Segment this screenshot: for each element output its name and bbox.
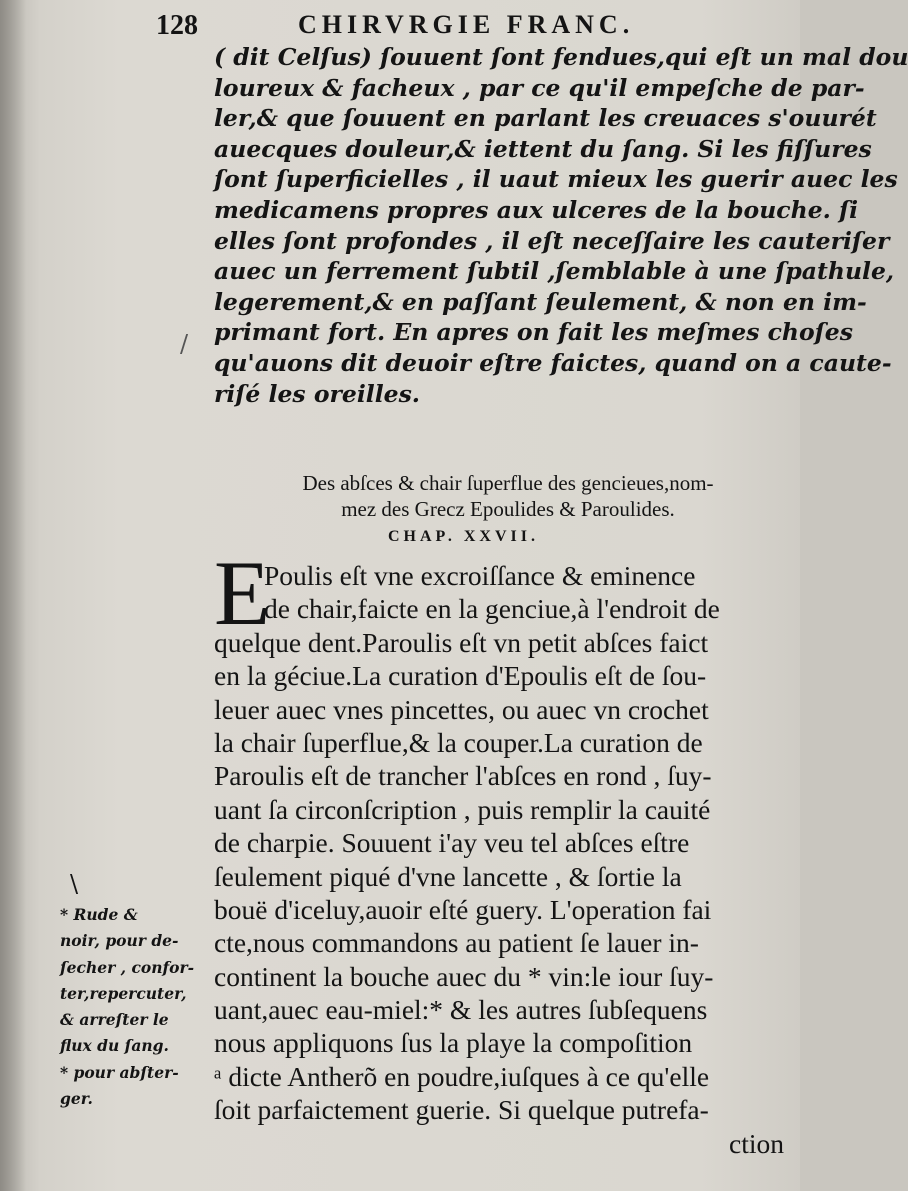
text-line: ᵃ dicte Antherõ en poudre,iuſques à ce qu'elle [214,1060,710,1092]
text-line: loureux & facheux , par ce qu'il empeſche de par- [214,73,865,102]
page-number: 128 [156,10,198,41]
text-line: de charpie. Souuent i'ay veu tel abſces eſtre [214,827,690,859]
text-line: legerement,& en paſſant ſeulement, & non en im- [214,287,867,316]
margin-note-line: * Rude & [60,905,138,924]
text-line: en la géciue.La curation d'Epoulis eſt de ſou- [214,660,707,692]
text-line: qu'auons dit deuoir eſtre faictes, quand on a caute- [214,348,892,377]
text-line: ( dit Celſus) ſouuent ſont fendues,qui eſt un mal dou [214,43,908,71]
text-line: la chair ſuperflue,& la couper.La curation de [214,726,703,758]
text-line: ſont ſuperficielles , il uaut mieux les guerir auec les [214,165,898,194]
heading-line: mez des Grecz Epoulides & Paroulides. [341,497,675,521]
text-line: nous appliquons ſus la playe la compoſition [214,1027,693,1059]
text-line: elles ſont profondes , il eſt neceſſaire les cauteriſer [214,226,890,255]
text-line: auec un ferrement ſubtil ,ſemblable à une ſpathule, [214,257,895,286]
drop-cap: E [214,542,271,644]
text-line: Paroulis eſt de trancher l'abſces en rond , ſuy- [214,760,712,792]
text-line: medicamens propres aux ulceres de la bouche. ſi [214,195,859,224]
text-line: uant,auec eau-miel:* & les autres ſubſequens [214,994,708,1026]
running-title: CHIRVRGIE FRANC. [298,10,635,39]
text-line: leuer auec vnes pincettes, ou auec vn crochet [214,693,709,725]
margin-note-line: * pour abſter- [60,1062,179,1082]
text-line: de chair,faicte en la genciue,à l'endroit de [264,593,720,625]
italic-paragraph [214,42,908,409]
text-line: uant ſa circonſcription , puis remplir la cauité [214,793,711,825]
catchword: ction [729,1127,784,1159]
text-line: riſé les oreilles. [214,379,420,408]
text-line: continent la bouche auec du * vin:le iour ſuy- [214,960,714,992]
body-paragraph [214,559,786,1160]
chapter-heading [228,470,788,522]
margin-note-line: & arreſter le [60,1010,169,1030]
text-line: auecques douleur,& iettent du ſang. Si les fiſſures [214,134,872,163]
text-line: ler,& que ſouuent en parlant les creuaces s'ouurét [214,104,877,133]
margin-note-line: noir, pour de- [60,931,179,951]
margin-note-line: ger. [60,1089,93,1109]
chapter-label: CHAP. XXVII. [388,528,539,545]
text-line: ſeulement piqué d'vne lancette , & ſortie la [214,860,682,892]
margin-mark: \ [70,870,79,898]
heading-line: Des abſces & chair ſuperflue des gencieues,nom- [302,471,714,495]
text-line: bouë d'iceluy,auoir eſté guery. L'operation fai [214,893,712,925]
margin-note-line: flux du ſang. [60,1036,169,1056]
margin-note-line: ſecher , confor- [60,957,195,977]
text-line: ſoit parfaictement guerie. Si quelque putrefa- [214,1094,709,1126]
margin-note-line: ter,repercuter, [60,983,187,1003]
text-line: Poulis eſt vne excroiſſance & eminence [264,560,696,591]
margin-bracket-mark: / [180,330,189,358]
text-line: primant fort. En apres on fait les meſmes choſes [214,318,853,347]
text-line: quelque dent.Paroulis eſt vn petit abſces faict [214,626,709,658]
text-line: cte,nous commandons au patient ſe lauer in- [214,927,699,959]
margin-note [60,902,210,1112]
gutter-shadow [0,0,26,1191]
page-header [150,6,790,42]
